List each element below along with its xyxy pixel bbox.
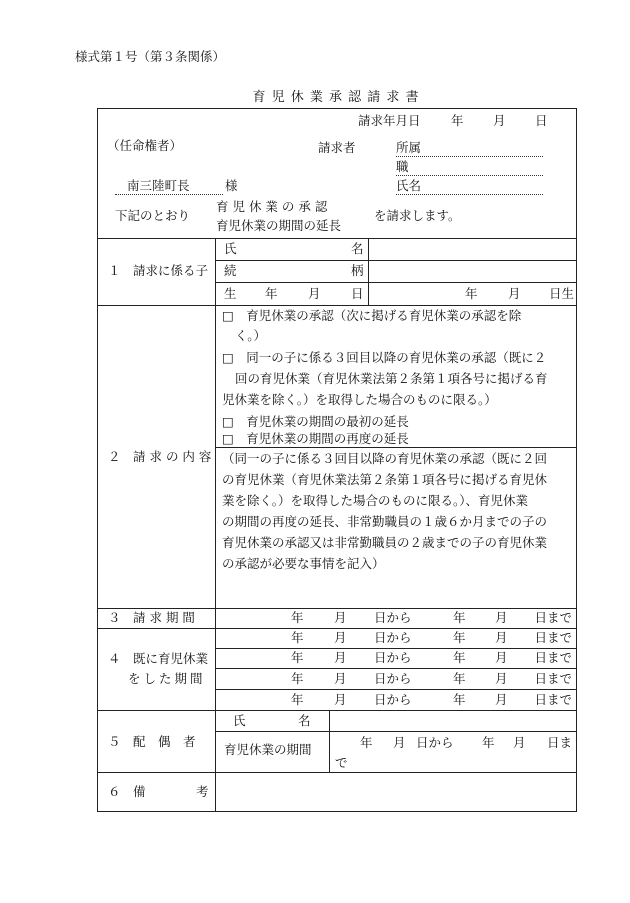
period-start-year: 年 <box>291 610 304 625</box>
past-period-3-start-year: 年 <box>291 671 304 686</box>
option2-checkbox-line3: 児休業を除く。）を取得した場合のものに限る。） <box>222 392 497 407</box>
divider-header <box>97 238 577 239</box>
spouse-name-label-b: 名 <box>298 713 311 728</box>
section4-label-line1: ４ 既に育児休業 <box>108 651 209 666</box>
request-suffix: を請求します。 <box>374 208 461 223</box>
reason-note-line3: 業を除く。）を取得した場合のものに限る。）、育児休業 <box>222 493 529 508</box>
past-period-3-end-day: 日まで <box>534 671 572 686</box>
past-period-4-end-year: 年 <box>453 692 466 707</box>
spouse-end-year: 年 <box>482 735 495 750</box>
past-period-2-end-day: 日まで <box>534 650 572 665</box>
divider-4a <box>215 648 577 649</box>
divider-section4 <box>97 710 577 711</box>
past-period-2-start-day: 日から <box>374 650 412 665</box>
option-approval: 育 児 休 業 の 承 認 <box>216 199 328 214</box>
spouse-period-suffix: で <box>335 755 348 770</box>
birth-label-1: 生 <box>224 286 237 301</box>
name-dotted-line <box>396 194 543 195</box>
appointer-label: （任命権者） <box>107 138 183 153</box>
past-period-1-end-month: 月 <box>495 630 508 645</box>
spouse-name-label-a: 氏 <box>233 713 246 728</box>
section6-label-b: 考 <box>196 784 209 799</box>
name-label: 氏名 <box>396 178 422 193</box>
option1-checkbox-line2: く。） <box>235 328 267 343</box>
divider-1a <box>215 260 577 261</box>
past-period-4-start-year: 年 <box>291 692 304 707</box>
birth-label-4: 日 <box>351 286 364 301</box>
request-day-label: 日 <box>535 113 548 128</box>
past-period-1-start-month: 月 <box>334 630 347 645</box>
birth-day-label: 日生 <box>548 286 574 301</box>
section1-label: １ 請求に係る子 <box>108 263 209 278</box>
past-period-2-end-month: 月 <box>495 650 508 665</box>
requester-label: 請求者 <box>318 140 356 155</box>
divider-section2 <box>97 608 577 609</box>
label-column-divider <box>215 238 216 812</box>
honorific: 様 <box>225 178 238 193</box>
past-period-1-start-day: 日から <box>374 630 412 645</box>
option3-checkbox[interactable]: □ 育児休業の期間の最初の延長 <box>222 414 409 429</box>
form-number: 様式第１号（第３条関係） <box>75 49 226 64</box>
divider-section1 <box>97 305 577 306</box>
period-start-day: 日から <box>374 610 412 625</box>
spouse-start-day: 日から <box>416 735 454 750</box>
divider-section3 <box>97 628 577 629</box>
request-date-label: 請求年月日 <box>358 113 421 128</box>
table-border-left <box>97 108 98 812</box>
section4-label-line2: をした期間 <box>128 671 206 686</box>
option2-checkbox-line2: 回の育児休業（育児休業法第２条第１項各号に掲げる育 <box>235 371 548 386</box>
child-name-label-a: 氏 <box>224 241 237 256</box>
past-period-1-end-day: 日まで <box>534 630 572 645</box>
birth-month-label: 月 <box>508 286 521 301</box>
child-name-label-b: 名 <box>351 241 364 256</box>
addressee: 南三陸町長 <box>127 178 190 193</box>
past-period-2-start-month: 月 <box>334 650 347 665</box>
affiliation-label: 所属 <box>396 140 422 155</box>
table-border-right <box>576 108 577 812</box>
as-follows-text: 下記のとおり <box>115 208 191 223</box>
request-month-label: 月 <box>493 113 506 128</box>
divider-5a <box>215 731 577 732</box>
period-end-month: 月 <box>495 610 508 625</box>
past-period-3-end-year: 年 <box>453 671 466 686</box>
spouse-leave-period-label: 育児休業の期間 <box>224 742 312 757</box>
option1-checkbox-line1[interactable]: □ 育児休業の承認（次に掲げる育児休業の承認を除 <box>222 308 522 323</box>
child-relation-label-b: 柄 <box>351 263 364 278</box>
past-period-1-start-year: 年 <box>291 630 304 645</box>
divider-2-note <box>215 447 577 448</box>
reason-note-line1: （同一の子に係る３回目以降の育児休業の承認（既に２回 <box>222 451 548 466</box>
position-label: 職 <box>396 159 409 174</box>
reason-note-line5: 育児休業の承認又は非常勤職員の２歳までの子の育児休業 <box>222 535 548 550</box>
divider-section5 <box>97 772 577 773</box>
divider-1b <box>215 282 577 283</box>
section2-label: ２ 請 求 の 内 容 <box>108 449 212 464</box>
past-period-3-end-month: 月 <box>495 671 508 686</box>
divider-4c <box>215 689 577 690</box>
past-period-1-end-year: 年 <box>453 630 466 645</box>
table-border-top <box>97 108 577 109</box>
section6-label-a: ６ 備 <box>108 784 146 799</box>
birth-label-3: 月 <box>308 286 321 301</box>
past-period-2-start-year: 年 <box>291 650 304 665</box>
past-period-3-start-day: 日から <box>374 671 412 686</box>
section5-inner-divider <box>329 710 330 772</box>
section3-label: ３ 請 求 期 間 <box>108 610 195 625</box>
birth-year-label: 年 <box>465 286 478 301</box>
spouse-start-month: 月 <box>393 735 406 750</box>
period-end-day: 日まで <box>534 610 572 625</box>
spouse-end-month: 月 <box>513 735 526 750</box>
past-period-4-end-month: 月 <box>495 692 508 707</box>
section5-label: ５ 配 偶 者 <box>108 734 196 749</box>
past-period-4-start-day: 日から <box>374 692 412 707</box>
position-dotted-line <box>396 175 543 176</box>
past-period-3-start-month: 月 <box>334 671 347 686</box>
spouse-start-year: 年 <box>360 735 373 750</box>
table-border-bottom <box>97 811 577 812</box>
addressee-dotted-line <box>115 194 223 195</box>
period-end-year: 年 <box>453 610 466 625</box>
birth-label-2: 年 <box>265 286 278 301</box>
spouse-end-day: 日ま <box>546 735 572 750</box>
option2-checkbox-line1[interactable]: □ 同一の子に係る３回目以降の育児休業の承認（既に２ <box>222 350 547 365</box>
form-title: 育 児 休 業 承 認 請 求 書 <box>252 90 420 105</box>
past-period-2-end-year: 年 <box>453 650 466 665</box>
option4-checkbox[interactable]: □ 育児休業の期間の再度の延長 <box>222 431 409 446</box>
section1-inner-divider <box>368 238 369 305</box>
child-relation-label-a: 続 <box>224 263 237 278</box>
affiliation-dotted-line <box>396 156 543 157</box>
divider-4b <box>215 668 577 669</box>
reason-note-line2: の育児休業（育児休業法第２条第１項各号に掲げる育児休 <box>222 472 548 487</box>
past-period-4-end-day: 日まで <box>534 692 572 707</box>
past-period-4-start-month: 月 <box>334 692 347 707</box>
period-start-month: 月 <box>334 610 347 625</box>
request-year-label: 年 <box>451 113 464 128</box>
reason-note-line4: の期間の再度の延長、非常勤職員の１歳６か月までの子の <box>222 514 548 529</box>
reason-note-line6: の承認が必要な事情を記入） <box>222 556 385 571</box>
option-extension: 育児休業の期間の延長 <box>216 218 342 233</box>
